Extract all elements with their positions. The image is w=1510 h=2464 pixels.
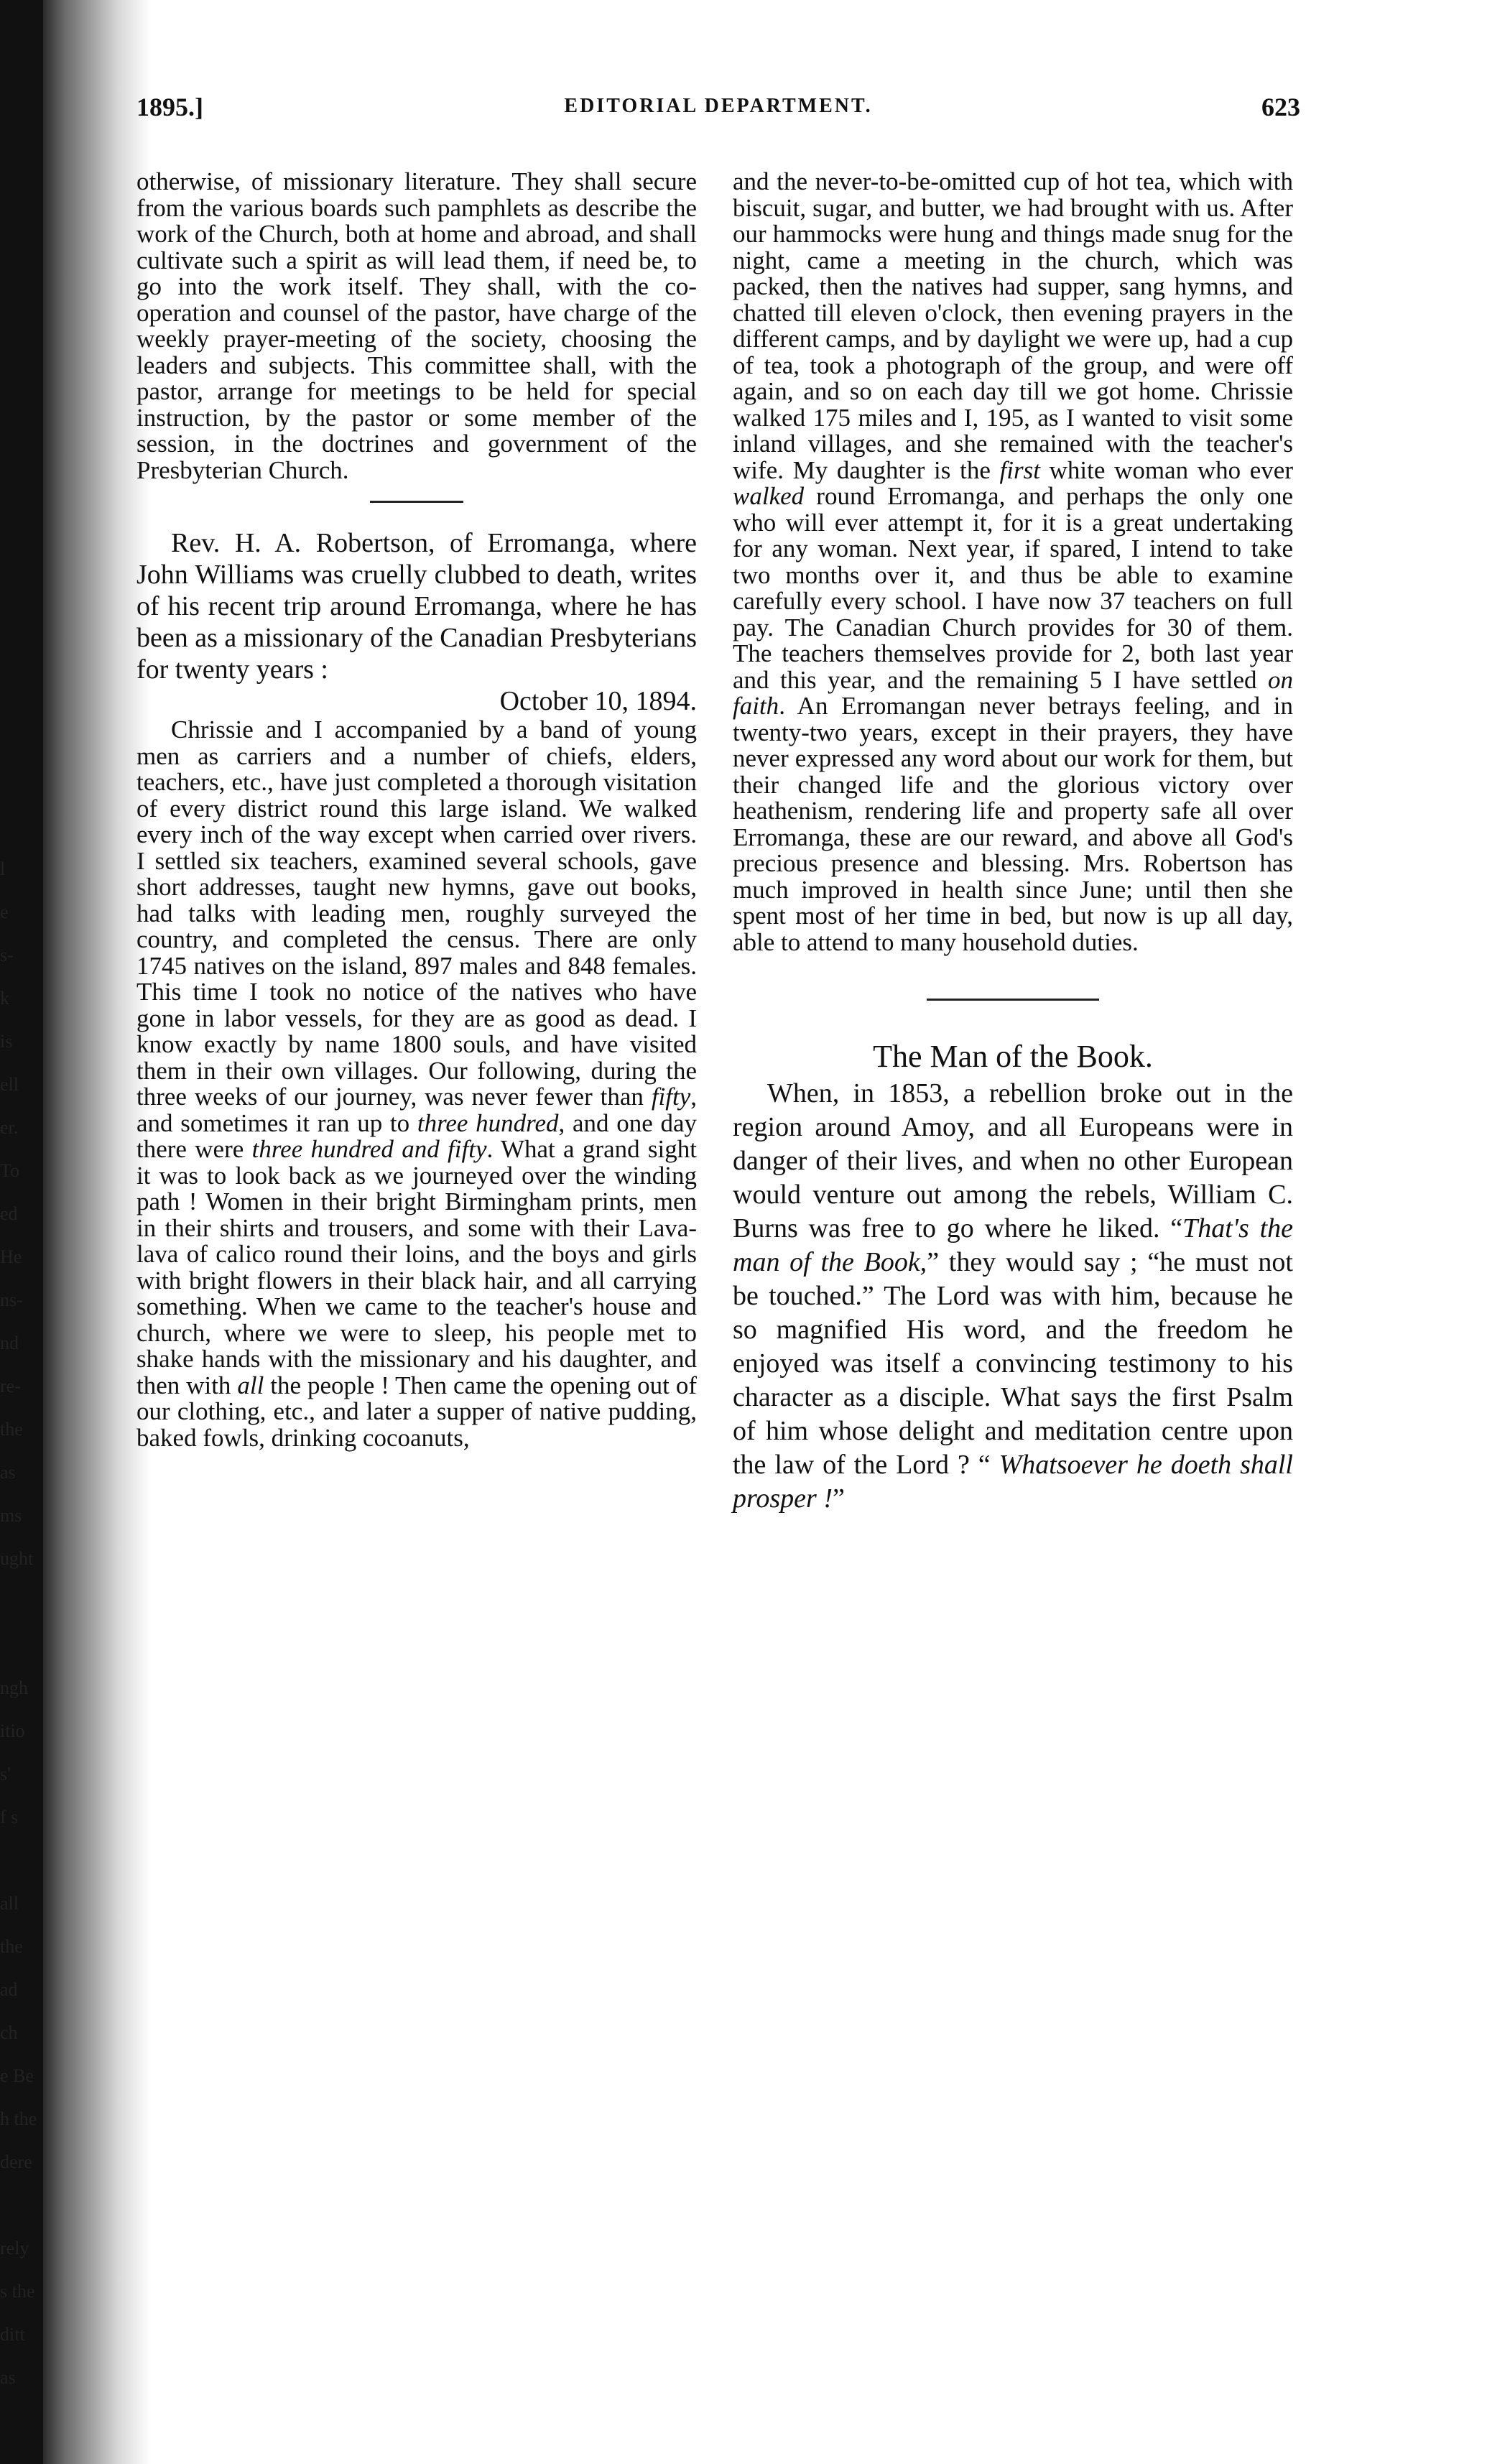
gutter-fragment: k [0, 988, 9, 1009]
quote-psalm: Whatsoever he doeth shall prosper ! [733, 1450, 1293, 1514]
letter-continuation: and the never-to-be-omitted cup of hot tea, which with biscuit, sugar, and butter, we had brought with us. After our hammocks were hung and things made snug for the night, came a meeting in the church, which was packed, then the natives had supper, sang hymns, and chatted till eleven o'clock, then evening prayers in the different camps, and by daylight we were up, had a cup of tea, took a photograph of the group, and were off again, and so on each day till we got home. Chrissie walked 175 miles and I, 195, as I wanted to visit some inland villages, and she remained with the teacher's wife. My daughter is the first white woman who ever walked round Erromanga, and perhaps the only one who will ever attempt it, for it is a great undertaking for any woman. Next year, if spared, I intend to take two months over it, and thus be able to examine carefully every school. I have now 37 teachers on full pay. The Canadian Church provides for 30 of them. The teachers themselves provide for 2, both last year and this year, and the remaining 5 I have settled on faith. An Erromangan never betrays feeling, and in twenty-two years, except in their prayers, they have never expressed any word about our work for them, but their changed life and the glorious victory over heathenism, rendering life and property safe all over Erromanga, these are our reward, and above all God's precious presence and blessing. Mrs. Robertson has much improved in health since June; until then she spent most of her time in bed, but now is up all day, able to attend to many household duties. [733, 167, 1293, 956]
gutter-fragment: the [0, 1936, 23, 1957]
header-title: EDITORIAL DEPARTMENT. [564, 95, 873, 117]
gutter-fragment: s- [0, 945, 14, 965]
right-column [733, 169, 1293, 1516]
article-title: The Man of the Book. [873, 1039, 1153, 1074]
emphasis-walked: walked [733, 482, 805, 510]
emphasis-on-faith: on faith [733, 665, 1293, 720]
gutter-fragment: re- [0, 1376, 21, 1397]
gutter-fragment: e [0, 902, 9, 922]
paragraph-continuation: otherwise, of missionary literature. They shall secure from the various boards such pamphlets as describe the work of the Church, both at home and abroad, and shall cultivate such a spirit as will lead them, if need be, to go into the work itself. They shall, with the co-operation and counsel of the pastor, have charge of the weekly prayer-meeting of the society, choosing the leaders and subjects. This committee shall, with the pastor, arrange for meetings to be held for special instruction, by the pastor or some member of the session, in the doctrines and government of the Presbyterian Church. [136, 167, 697, 484]
letter-paragraph: Chrissie and I accompanied by a band of young men as carriers and a number of chiefs, elders, teachers, etc., have just completed a thorough visitation of every district round this large island. We walked every inch of the way except when carried over rivers. I settled six teachers, examined several schools, gave short addresses, taught new hymns, gave out books, had talks with leading men, roughly surveyed the country, and completed the census. There are only 1745 natives on the island, 897 males and 848 females. This time I took no notice of the natives who have gone in labor vessels, for they are as good as dead. I know exactly by name 1800 souls, and have visited them in their own villages. Our following, during the three weeks of our journey, was never fewer than fifty, and sometimes it ran up to three hundred, and one day there were three hundred and fifty. What a grand sight it was to look back as we journeyed over the winding path ! Women in their bright Birmingham prints, men in their shirts and trousers, and some with their Lava-lava of calico round their loins, and the boys and girls with bright flowers in their black hair, and all carrying something. When we came to the teacher's house and church, where we were to sleep, his people met to shake hands with the missionary and his daughter, and then with all the people ! Then came the opening out of our clothing, etc., and later a supper of native pudding, baked fowls, drinking cocoanuts, [136, 715, 698, 1452]
gutter-fragment: s' [0, 1764, 11, 1784]
gutter-fragment: itio [0, 1720, 25, 1741]
gutter-fragment: as [0, 1462, 16, 1483]
gutter-fragment: l [0, 858, 6, 879]
gutter-fragment [0, 1839, 72, 1882]
emphasis-first: first [999, 455, 1040, 484]
section-divider [927, 999, 1099, 1001]
emphasis-three-hundred-fifty: three hundred and fifty [251, 1135, 487, 1163]
gutter-fragment [0, 2184, 72, 2227]
section-divider [370, 501, 463, 503]
gutter-fragment: ch [0, 2022, 18, 2043]
gutter-fragment: ngh [0, 1677, 28, 1698]
gutter-fragment: dere [0, 2152, 32, 2172]
gutter-fragment: To [0, 1160, 20, 1181]
gutter-fragment: ed [0, 1203, 18, 1224]
gutter-fragment: ns- [0, 1289, 23, 1310]
header-year: 1895.] [136, 93, 203, 121]
gutter-fragment: e Be [0, 2065, 34, 2086]
gutter-fragment: ms [0, 1505, 22, 1526]
gutter-fragment: h the [0, 2108, 37, 2129]
gutter-fragment: nd [0, 1333, 19, 1353]
gutter-fragment: as [0, 2367, 16, 2388]
gutter-fragment: is [0, 1031, 13, 1052]
running-header [136, 92, 1300, 128]
paragraph-intro-robertson: Rev. H. A. Robertson, of Erromanga, where John Williams was cruelly clubbed to death, writes of his recent trip around Erromanga, where he has been as a missionary of the Canadian Presbyterians for twenty years : [136, 528, 697, 685]
gutter-fragment: He [0, 1246, 22, 1267]
gutter-fragment: the [0, 1419, 23, 1440]
gutter-fragment [0, 1580, 72, 1624]
left-column [136, 169, 697, 1451]
gutter-fragment: rely [0, 2238, 29, 2259]
gutter-fragment: ditt [0, 2324, 25, 2345]
facing-page-fragments [0, 848, 72, 2399]
gutter-fragment: ell [0, 1074, 19, 1095]
gutter-fragment: all [0, 1893, 19, 1914]
emphasis-three-hundred: three hundred [417, 1108, 559, 1137]
article-paragraph: When, in 1853, a rebellion broke out in the region around Amoy, and all Europeans were in danger of their lives, and when no other European would venture out among the rebels, William C. Burns was free to go where he liked. “That's the man of the Book,” they would say ; “he must not be touched.” The Lord was with him, because he so magnified His word, and the freedom he enjoyed was itself a convincing testimony to his character as a disciple. What says the first Psalm of him whose delight and meditation centre upon the law of the Lord ? “ Whatsoever he doeth shall prosper !” [733, 1078, 1293, 1514]
gutter-fragment: ught [0, 1548, 34, 1569]
gutter-fragment [0, 1624, 72, 1667]
page-number: 623 [1261, 93, 1300, 121]
gutter-fragment: ad [0, 1979, 18, 2000]
emphasis-fifty: fifty [651, 1083, 691, 1111]
quote-man-of-book: That's the man of the Book, [733, 1213, 1293, 1277]
emphasis-all: all [237, 1371, 264, 1399]
gutter-fragment: f s [0, 1807, 19, 1828]
gutter-fragment: er. [0, 1117, 19, 1138]
letter-date: October 10, 1894. [499, 686, 697, 716]
gutter-fragment: s the [0, 2281, 35, 2302]
